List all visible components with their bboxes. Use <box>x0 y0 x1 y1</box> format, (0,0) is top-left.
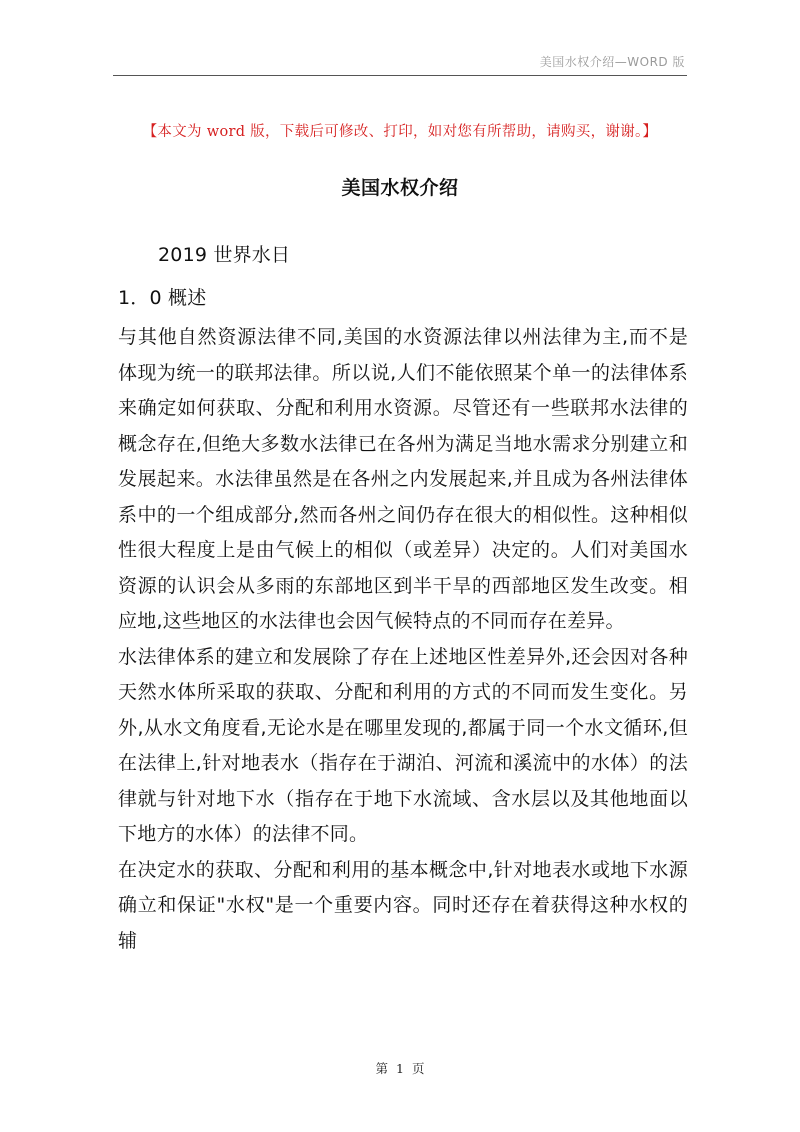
footer-prefix: 第 <box>375 1061 389 1076</box>
paragraph: 与其他自然资源法律不同,美国的水资源法律以州法律为主,而不是体现为统一的联邦法律。所以说,人们不能依照某个单一的法律体系来确定如何获取、分配和利用水资源。尽管还有一些联邦水法律的概念存在,但绝大多数水法律已在各州为满足当地水需求分别建立和发展起来。水法律虽然是在各州之内发展起来,并且成为各州法律体系中的一个组成部分,然而各州之间仍存在很大的相似性。这种相似性很大程度上是由气候上的相似（或差异）决定的。人们对美国水资源的认识会从多雨的东部地区到半干旱的西部地区发生改变。相应地,这些地区的水法律也会因气候特点的不同而存在差异。 <box>118 326 688 632</box>
running-header: 美国水权介绍—WORD 版 <box>539 55 685 69</box>
paragraph: 水法律体系的建立和发展除了存在上述地区性差异外,还会因对各种天然水体所采取的获取、分配和利用的方式的不同而发生变化。另外,从水文角度看,无论水是在哪里发现的,都属于同一个水文循环,但在法律上,针对地表水（指存在于湖泊、河流和溪流中的水体）的法律就与针对地下水（指存在于地下水流域、含水层以及其他地面以下地方的水体）的法律不同。 <box>118 645 688 845</box>
page-footer <box>0 1059 800 1077</box>
download-notice: 【本文为 word 版，下载后可修改、打印，如对您有所帮助，请购买，谢谢。】 <box>142 124 658 140</box>
document-body <box>118 320 688 959</box>
footer-suffix: 页 <box>411 1061 425 1076</box>
section-heading: 1．0 概述 <box>118 287 207 309</box>
paragraph: 在决定水的获取、分配和利用的基本概念中,针对地表水或地下水源确立和保证"水权"是一个重要内容。同时还存在着获得这种水权的辅 <box>118 858 688 952</box>
page-number: 1 <box>396 1061 404 1076</box>
document-subtitle: 2019 世界水日 <box>158 244 291 266</box>
header-divider <box>113 75 687 76</box>
document-title: 美国水权介绍 <box>341 177 459 199</box>
